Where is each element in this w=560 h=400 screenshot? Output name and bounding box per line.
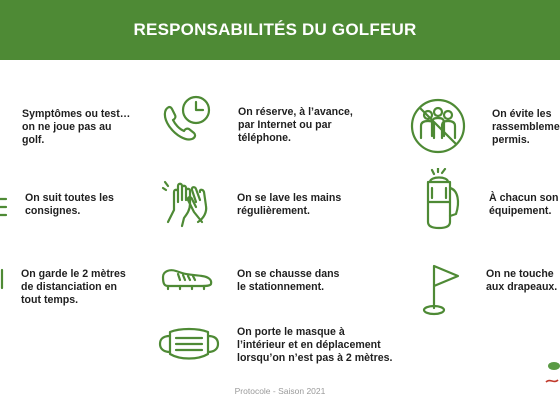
face-mask-icon: [158, 326, 220, 362]
golf-shoe-icon: [160, 265, 214, 291]
page-title: RESPONSABILITÉS DU GOLFEUR: [133, 20, 417, 39]
phone-clock-icon: [160, 93, 218, 145]
item-distance-text: On garde le 2 mètres de distanciation en tout temps.: [21, 268, 126, 306]
item-shoes-text: On se chausse dans le stationnement.: [237, 268, 340, 293]
item-handwash-text: On se lave les mains régulièrement.: [237, 192, 342, 217]
flag-icon: [420, 262, 464, 320]
logo-mark-icon: [544, 360, 560, 386]
item-booking-text: On réserve, à l’avance, par Internet ou par téléphone.: [238, 106, 353, 144]
item-flag-text: On ne touche aux drapeaux.: [486, 268, 558, 293]
golf-bag-icon: [418, 168, 466, 230]
item-gathering-text: On évite les rassembleme permis.: [492, 108, 560, 146]
item-mask-text: On porte le masque à l’intérieur et en déplacement lorsqu’on n’est pas à 2 mètres.: [237, 326, 393, 364]
distancing-icon: [0, 268, 8, 290]
item-symptoms-text: Symptômes ou test… on ne joue pas au golf.: [22, 108, 131, 146]
footer-text: Protocole - Saison 2021: [234, 386, 326, 396]
no-gathering-icon: [408, 96, 468, 156]
hand-washing-icon: [160, 178, 210, 230]
header-banner: [0, 0, 560, 60]
item-equipment-text: À chacun son équipement.: [489, 192, 559, 217]
item-rules-text: On suit toutes les consignes.: [25, 192, 114, 217]
rules-list-icon: [0, 196, 10, 218]
